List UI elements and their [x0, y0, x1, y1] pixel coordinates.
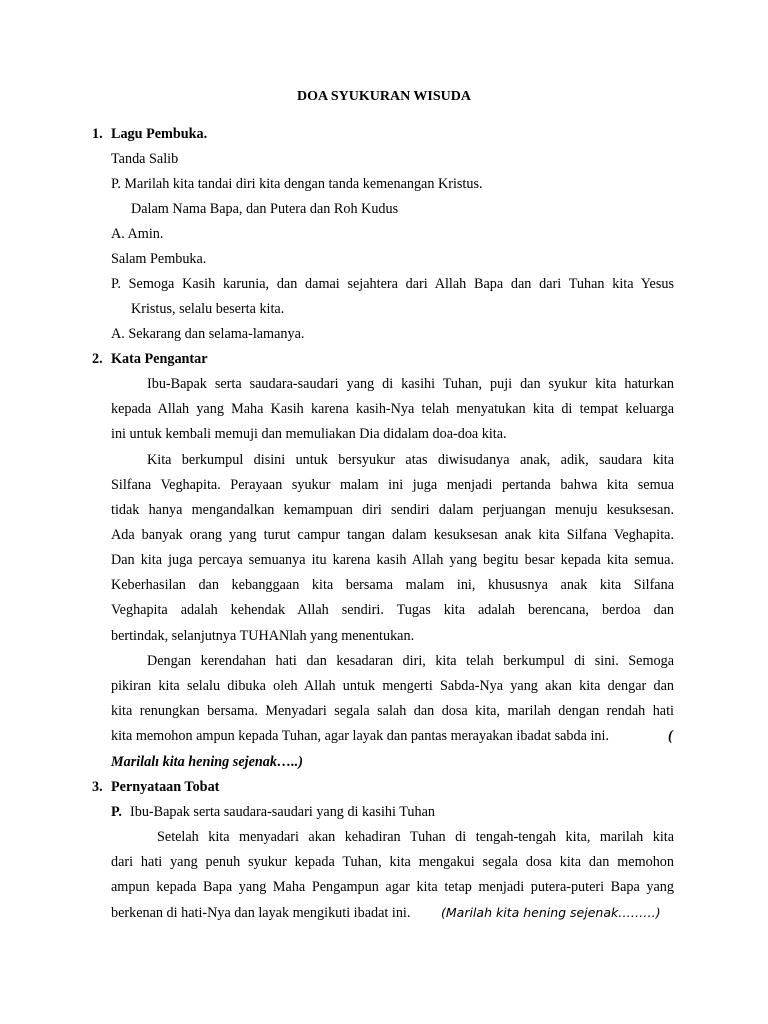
text-line: Dengan kerendahan hati dan kesadaran diri, kita telah berkumpul di sini. Semoga — [147, 653, 674, 669]
text-line: Ibu-Bapak serta saudara-saudari yang di kasihi Tuhan — [130, 804, 435, 820]
text-line: P. Semoga Kasih karunia, dan damai sejahtera dari Allah Bapa dan dari Tuhan kita Yesus — [111, 276, 674, 292]
text-line: A. Sekarang dan selama-lamanya. — [111, 326, 305, 342]
text-line: Salam Pembuka. — [111, 251, 207, 267]
closing-note: Marilalı kita hening sejenak…..) — [111, 754, 303, 770]
text-line: kita renungkan bersama. Menyadari segala salah dan dosa kita, marilah dengan rendah hati — [111, 703, 674, 719]
text-line: Veghapita adalah kehendak Allah sendiri. Tugas kita adalah berencana, berdoa dan — [111, 602, 674, 618]
text-line-body: kita memohon ampun kepada Tuhan, agar layak dan pantas merayakan ibadat sabda ini. — [111, 728, 609, 744]
section-heading: Kata Pengantar — [111, 351, 208, 367]
text-line: Ada banyak orang yang turut campur tangan dalam kesuksesan anak kita Silfana Veghapita. — [111, 527, 674, 543]
section-heading: Lagu Pembuka. — [111, 126, 208, 142]
text-line-tail: ( — [668, 728, 673, 744]
closing-note: (Marilah kita hening sejenak………) — [441, 905, 661, 920]
text-line: A. Amin. — [111, 226, 164, 242]
text-line: pikiran kita selalu dibuka oleh Allah untuk mengerti Sabda-Nya yang akan kita dengar dan — [111, 678, 674, 694]
text-line: Setelah kita menyadari akan kehadiran Tuhan di tengah-tengah kita, marilah kita — [157, 829, 674, 845]
text-line: Silfana Veghapita. Perayaan syukur malam ini juga menjadi pertanda bahwa kita semua — [111, 477, 674, 493]
text-line: Keberhasilan dan kebanggaan kita bersama malam ini, khususnya anak kita Silfana — [111, 577, 674, 593]
text-line: berkenan di hati-Nya dan layak mengikuti ibadat ini. — [111, 905, 411, 921]
text-line: tidak hanya mengandalkan kemampuan diri sendiri dalam perjuangan menuju kesuksesan. — [111, 502, 674, 518]
section-heading: Pernyataan Tobat — [111, 779, 220, 795]
text-line: ampun kepada Bapa yang Maha Pengampun agar kita tetap menjadi putera-puteri Bapa yang — [111, 879, 674, 895]
document-title: DOA SYUKURAN WISUDA — [297, 89, 471, 104]
text-line: Tanda Salib — [111, 151, 179, 167]
section-number: 1. — [92, 126, 103, 142]
text-line: Ibu-Bapak serta saudara-saudari yang di kasihi Tuhan, puji dan syukur kita haturkan — [147, 376, 674, 392]
text-line: Kristus, selalu beserta kita. — [131, 301, 285, 317]
section-number: 2. — [92, 351, 103, 367]
text-line: Kita berkumpul disini untuk bersyukur atas diwisudanya anak, adik, saudara kita — [147, 452, 674, 468]
text-line: bertindak, selanjutnya TUHANlah yang menentukan. — [111, 628, 415, 644]
speaker-label: P. — [111, 804, 122, 820]
text-line: P. Marilah kita tandai diri kita dengan tanda kemenangan Kristus. — [111, 176, 483, 192]
text-line: dari hati yang penuh syukur kepada Tuhan, kita mengakui segala dosa kita dan memohon — [111, 854, 674, 870]
text-line: ini untuk kembali memuji dan memuliakan Dia didalam doa-doa kita. — [111, 426, 507, 442]
section-number: 3. — [92, 779, 103, 795]
text-line: Dan kita juga percaya semuanya itu karena kasih Allah yang begitu besar kepada kita semua. — [111, 552, 674, 568]
text-line: Dalam Nama Bapa, dan Putera dan Roh Kudus — [131, 201, 399, 217]
text-line: kepada Allah yang Maha Kasih karena kasih-Nya telah menyatukan kita di tempat keluarga — [111, 401, 674, 417]
text-line — [111, 726, 609, 746]
